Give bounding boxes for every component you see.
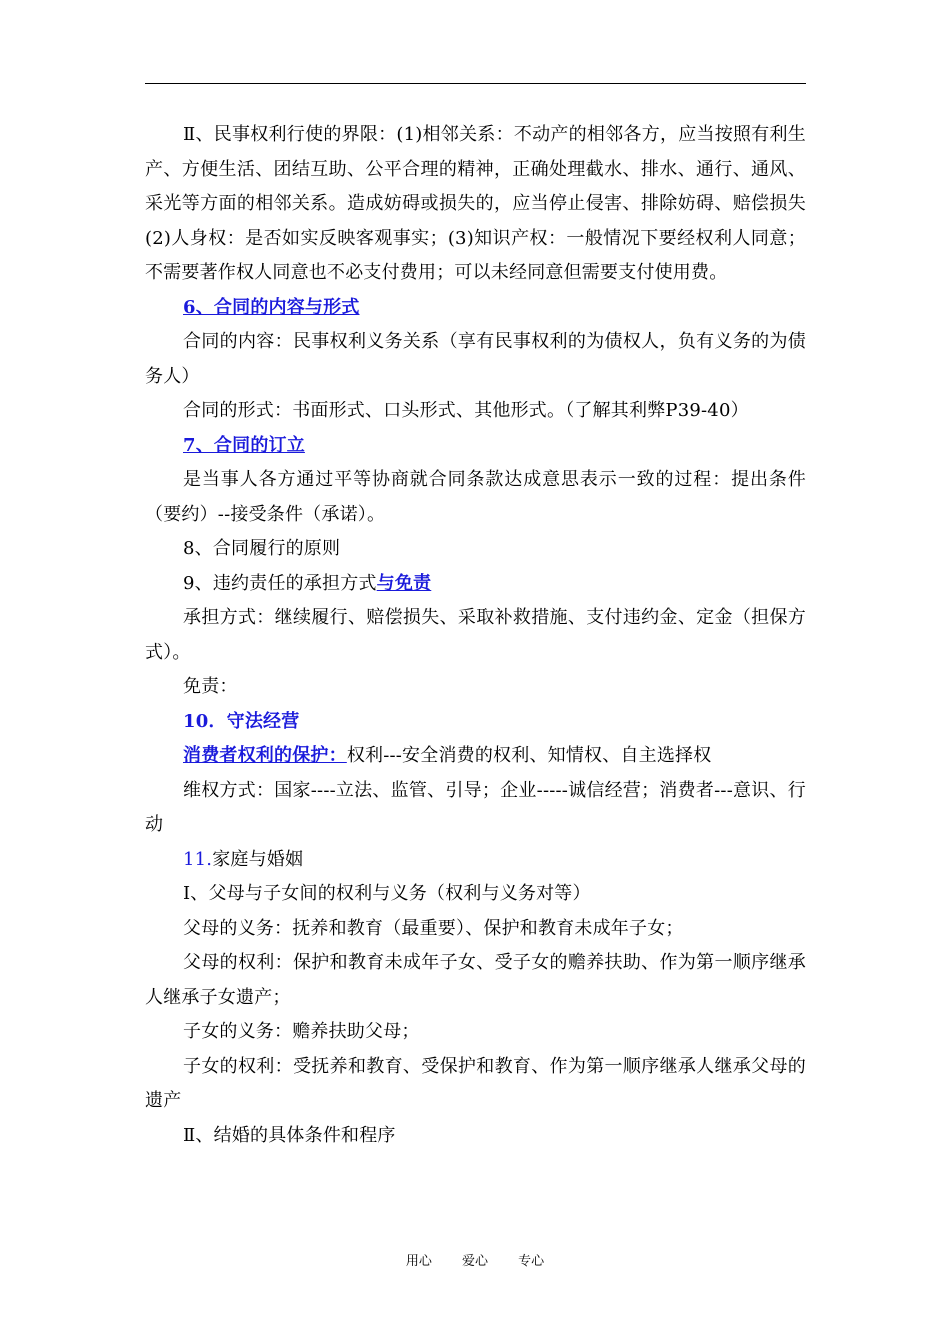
heading-breach-liability [145, 567, 806, 602]
heading-family-text: 家庭与婚姻 [212, 848, 304, 870]
paragraph-civil-rights-limits: Ⅱ、民事权利行使的界限：(1)相邻关系：不动产的相邻各方，应当按照有利生产、方便生活、团结互助、公平合理的精神，正确处理截水、排水、通行、通风、采光等方面的相邻关系。造成妨碍或损失的，应当停止侵害、排除妨碍、赔偿损失(2)人身权：是否如实反映客观事实；(3)知识产权：一般情况下要经权利人同意；不需要著作权人同意也不必支付费用；可以未经同意但需要支付使用费。 [145, 124, 806, 283]
paragraph-exemption: 免责： [183, 676, 238, 697]
consumer-rights-text: 权利---安全消费的权利、知情权、自主选择权 [346, 745, 712, 766]
heading-lawful-business: 10．守法经营 [183, 710, 300, 732]
paragraph-liability-methods: 承担方式：继续履行、赔偿损失、采取补救措施、支付违约金、定金（担保方式）。 [145, 607, 806, 663]
header-rule [145, 83, 806, 84]
footer-word-1: 用心 [405, 1254, 432, 1269]
footer-word-3: 专心 [518, 1254, 545, 1269]
paragraph-parent-child-rights: Ⅰ、父母与子女间的权利与义务（权利与义务对等） [183, 883, 591, 904]
exemption-link[interactable]: 与免责 [376, 572, 432, 594]
breach-liability-text: 9、违约责任的承担方式 [183, 572, 377, 594]
heading-contract-performance: 8、合同履行的原则 [183, 538, 341, 559]
page-footer [0, 1250, 950, 1269]
paragraph-contract-content: 合同的内容：民事权利义务关系（享有民事权利的为债权人，负有义务的为债务人） [145, 331, 806, 387]
heading-number: 11. [183, 848, 213, 870]
paragraph-child-rights: 子女的权利：受抚养和教育、受保护和教育、作为第一顺序继承人继承父母的遗产 [145, 1055, 806, 1111]
heading-contract-formation[interactable]: 7、合同的订立 [183, 434, 305, 456]
heading-family-marriage [145, 843, 806, 878]
document-body [145, 118, 806, 1153]
paragraph-consumer-rights [145, 739, 806, 774]
paragraph-child-duties: 子女的义务：赡养扶助父母； [183, 1021, 420, 1042]
consumer-rights-link[interactable]: 消费者权利的保护： [183, 745, 347, 766]
paragraph-parent-duties: 父母的义务：抚养和教育（最重要）、保护和教育未成年子女； [183, 917, 684, 939]
footer-word-2: 爱心 [461, 1254, 488, 1269]
paragraph-rights-protection: 维权方式：国家----立法、监管、引导；企业-----诚信经营；消费者---意识、行动 [145, 779, 806, 835]
heading-contract-content-form[interactable]: 6、合同的内容与形式 [183, 296, 360, 318]
paragraph-parent-rights: 父母的权利：保护和教育未成年子女、受子女的赡养扶助、作为第一顺序继承人继承子女遗产； [145, 952, 806, 1008]
paragraph-contract-formation: 是当事人各方通过平等协商就合同条款达成意思表示一致的过程：提出条件（要约）--接受条件（承诺）。 [145, 469, 806, 525]
paragraph-marriage-conditions: Ⅱ、结婚的具体条件和程序 [183, 1124, 396, 1146]
paragraph-contract-form: 合同的形式：书面形式、口头形式、其他形式。（了解其利弊P39-40） [183, 400, 749, 421]
